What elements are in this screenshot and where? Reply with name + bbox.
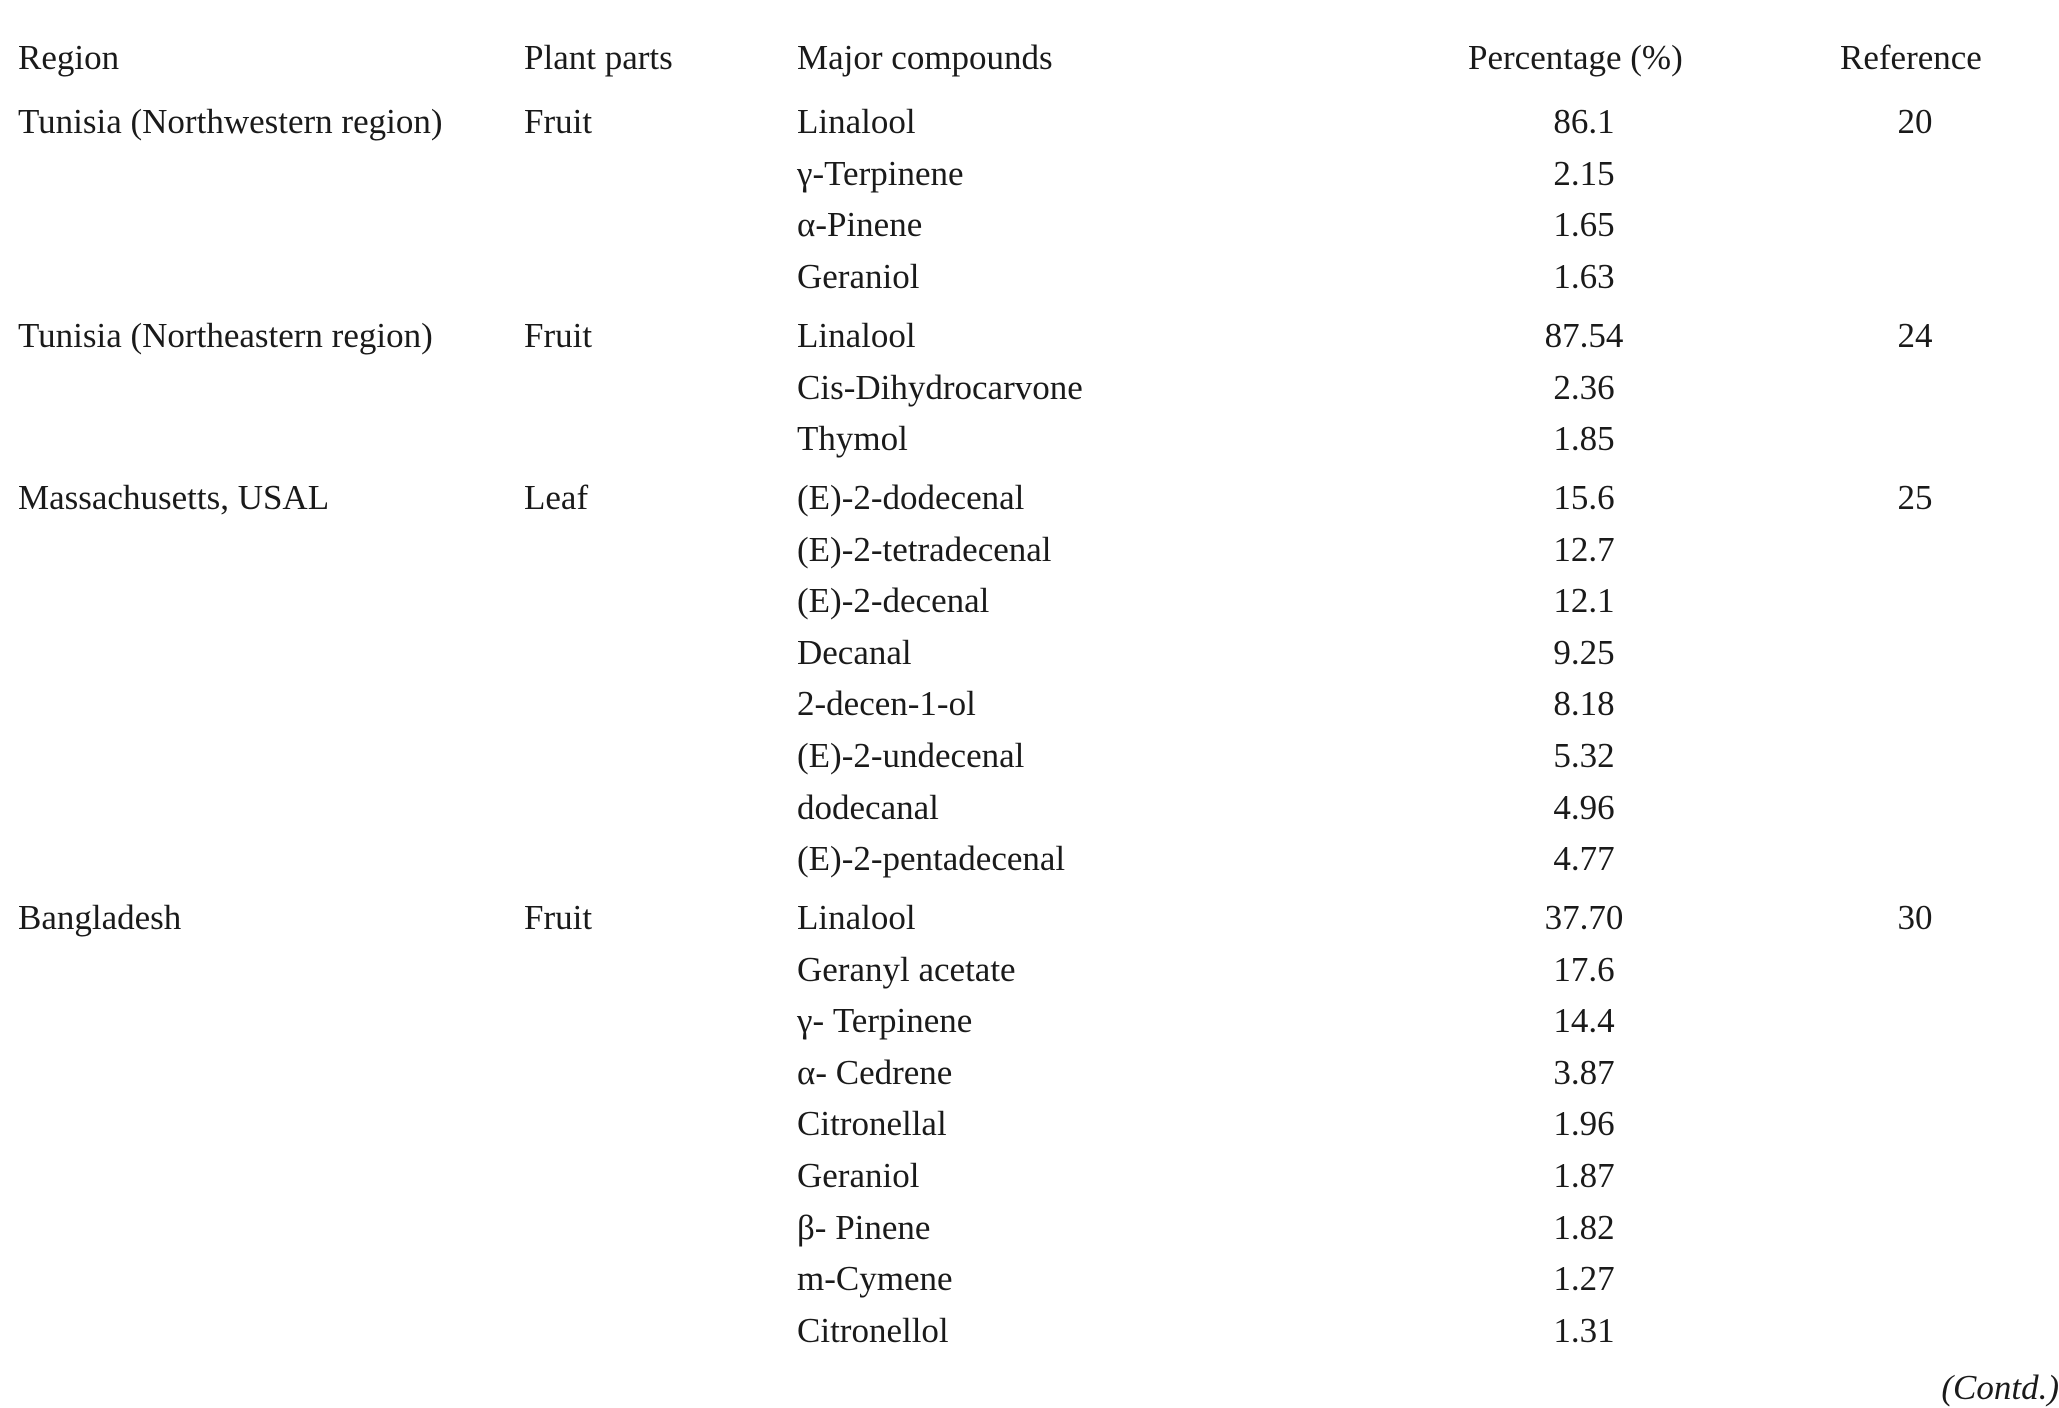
percentage-cell-text: 37.70 bbox=[1544, 898, 1624, 937]
plant-part-cell: Fruit bbox=[524, 898, 593, 937]
reference-cell-text: 25 bbox=[1897, 478, 1933, 517]
plant-part-cell: Fruit bbox=[524, 102, 593, 141]
compound-cell: (E)-2-decenal bbox=[797, 581, 990, 620]
compound-cell: Geranyl acetate bbox=[797, 950, 1016, 989]
percentage-cell-text: 9.25 bbox=[1553, 633, 1615, 672]
header-reference: Reference bbox=[1840, 38, 1982, 77]
region-cell: Massachusetts, USAL bbox=[18, 478, 330, 517]
percentage-cell-text: 1.85 bbox=[1553, 419, 1615, 458]
compound-cell: β- Pinene bbox=[797, 1208, 931, 1247]
percentage-cell-text: 2.15 bbox=[1553, 154, 1615, 193]
percentage-cell-text: 12.7 bbox=[1553, 530, 1615, 569]
percentage-cell-text: 5.32 bbox=[1553, 736, 1615, 775]
percentage-cell-text: 1.96 bbox=[1553, 1104, 1615, 1143]
percentage-cell-text: 4.96 bbox=[1553, 788, 1615, 827]
compound-cell: γ- Terpinene bbox=[797, 1001, 973, 1040]
compound-cell: Thymol bbox=[797, 419, 908, 458]
compound-cell: dodecanal bbox=[797, 788, 939, 827]
percentage-cell-text: 2.36 bbox=[1553, 368, 1615, 407]
region-cell: Bangladesh bbox=[18, 898, 182, 937]
percentage-cell-text: 1.63 bbox=[1553, 257, 1615, 296]
compound-cell: (E)-2-pentadecenal bbox=[797, 839, 1066, 878]
percentage-cell-text: 1.65 bbox=[1553, 205, 1615, 244]
compound-cell: (E)-2-dodecenal bbox=[797, 478, 1025, 517]
compound-cell: Geraniol bbox=[797, 1156, 920, 1195]
percentage-cell-text: 15.6 bbox=[1553, 478, 1615, 517]
percentage-cell-text: 1.27 bbox=[1553, 1259, 1615, 1298]
percentage-cell-text: 12.1 bbox=[1553, 581, 1615, 620]
compound-cell: (E)-2-undecenal bbox=[797, 736, 1025, 775]
compound-cell: Decanal bbox=[797, 633, 912, 672]
reference-cell-text: 30 bbox=[1897, 898, 1933, 937]
compound-cell: Linalool bbox=[797, 102, 916, 141]
compound-cell: Linalool bbox=[797, 316, 916, 355]
header-major-compounds: Major compounds bbox=[797, 38, 1053, 77]
compound-cell: Citronellol bbox=[797, 1311, 949, 1350]
percentage-cell-text: 3.87 bbox=[1553, 1053, 1615, 1092]
compound-cell: γ-Terpinene bbox=[797, 154, 964, 193]
plant-part-cell: Fruit bbox=[524, 316, 593, 355]
compound-cell: Citronellal bbox=[797, 1104, 947, 1143]
percentage-cell-text: 8.18 bbox=[1553, 684, 1615, 723]
region-cell: Tunisia (Northeastern region) bbox=[18, 316, 433, 355]
percentage-cell-text: 1.31 bbox=[1553, 1311, 1615, 1350]
reference-cell-text: 20 bbox=[1897, 102, 1933, 141]
percentage-cell-text: 86.1 bbox=[1553, 102, 1615, 141]
region-cell: Tunisia (Northwestern region) bbox=[18, 102, 443, 141]
compound-cell: α-Pinene bbox=[797, 205, 923, 244]
percentage-cell-text: 87.54 bbox=[1544, 316, 1624, 355]
percentage-cell-text: 14.4 bbox=[1553, 1001, 1615, 1040]
percentage-cell-text: 17.6 bbox=[1553, 950, 1615, 989]
compound-cell: α- Cedrene bbox=[797, 1053, 953, 1092]
header-region: Region bbox=[18, 38, 120, 77]
compound-cell: Cis-Dihydrocarvone bbox=[797, 368, 1083, 407]
continued-note: (Contd.) bbox=[1941, 1368, 2059, 1407]
header-percentage: Percentage (%) bbox=[1468, 38, 1683, 77]
compound-cell: Geraniol bbox=[797, 257, 920, 296]
header-plant-parts: Plant parts bbox=[524, 38, 673, 77]
percentage-cell-text: 4.77 bbox=[1553, 839, 1615, 878]
compound-cell: m-Cymene bbox=[797, 1259, 953, 1298]
reference-cell-text: 24 bbox=[1897, 316, 1933, 355]
plant-part-cell: Leaf bbox=[524, 478, 589, 517]
percentage-cell-text: 1.82 bbox=[1553, 1208, 1615, 1247]
compound-cell: Linalool bbox=[797, 898, 916, 937]
compound-cell: 2-decen-1-ol bbox=[797, 684, 976, 723]
percentage-cell-text: 1.87 bbox=[1553, 1156, 1615, 1195]
compound-cell: (E)-2-tetradecenal bbox=[797, 530, 1052, 569]
